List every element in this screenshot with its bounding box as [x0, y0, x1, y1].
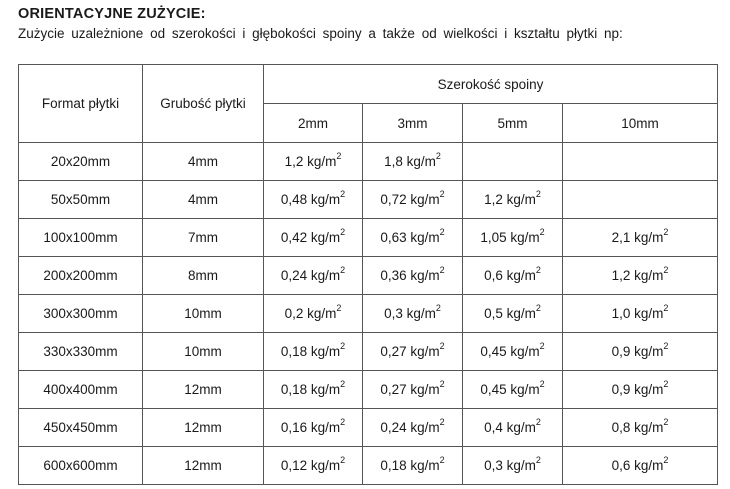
unit-exponent: 2 [340, 340, 346, 351]
cell-usage [264, 295, 363, 333]
table-row [19, 333, 718, 371]
usage-unit: kg/m [307, 154, 337, 169]
usage-value: 0,3 [384, 306, 403, 321]
unit-exponent: 2 [539, 378, 545, 389]
usage-value: 0,72 [380, 192, 407, 207]
usage-value: 0,5 [484, 306, 503, 321]
cell-usage [463, 257, 563, 295]
cell-thickness: 12mm [143, 447, 264, 485]
table-row [19, 371, 718, 409]
usage-unit: kg/m [634, 268, 664, 283]
cell-format: 600x600mm [19, 447, 143, 485]
table-row [19, 295, 718, 333]
usage-unit: kg/m [410, 458, 440, 473]
unit-exponent: 2 [663, 264, 669, 275]
header-joint-2mm: 2mm [264, 104, 363, 143]
header-joint-10mm: 10mm [563, 104, 718, 143]
cell-format: 330x330mm [19, 333, 143, 371]
usage-value: 0,63 [380, 230, 407, 245]
cell-usage [363, 295, 463, 333]
usage-unit: kg/m [310, 230, 341, 245]
usage-value: 0,16 [280, 420, 308, 435]
usage-value: 1,2 [611, 268, 631, 283]
cell-usage [264, 409, 363, 447]
usage-unit: kg/m [310, 458, 341, 473]
usage-unit: kg/m [310, 192, 341, 207]
usage-value: 1,2 [484, 192, 503, 207]
cell-format: 100x100mm [19, 219, 143, 257]
usage-unit: kg/m [410, 344, 440, 359]
intro-text: Zużycie uzależnione od szerokości i głębokości spoiny a także od wielkości i kształtu płytki np: [18, 26, 623, 41]
usage-value: 0,18 [280, 382, 308, 397]
usage-unit: kg/m [506, 306, 536, 321]
cell-thickness: 8mm [143, 257, 264, 295]
usage-unit: kg/m [510, 344, 540, 359]
unit-exponent: 2 [435, 302, 441, 313]
usage-value: 0,6 [484, 268, 503, 283]
cell-usage [463, 371, 563, 409]
usage-unit: kg/m [510, 382, 540, 397]
cell-usage [264, 181, 363, 219]
usage-value: 0,27 [380, 344, 407, 359]
usage-unit: kg/m [410, 382, 440, 397]
usage-unit: kg/m [506, 420, 536, 435]
table-row [19, 181, 718, 219]
cell-usage [363, 257, 463, 295]
unit-exponent: 2 [439, 378, 445, 389]
usage-unit: kg/m [510, 230, 540, 245]
unit-exponent: 2 [663, 226, 669, 237]
usage-unit: kg/m [634, 230, 664, 245]
usage-value: 0,45 [480, 344, 507, 359]
usage-value: 2,1 [611, 230, 631, 245]
header-row [19, 65, 718, 104]
usage-value: 0,42 [280, 230, 308, 245]
usage-value: 0,18 [280, 344, 308, 359]
usage-unit: kg/m [310, 382, 341, 397]
usage-value: 0,4 [484, 420, 503, 435]
unit-exponent: 2 [340, 454, 346, 465]
cell-usage [264, 447, 363, 485]
cell-usage [363, 447, 463, 485]
unit-exponent: 2 [535, 454, 541, 465]
cell-thickness: 10mm [143, 295, 264, 333]
unit-exponent: 2 [535, 416, 541, 427]
usage-value: 0,45 [480, 382, 507, 397]
usage-value: 0,27 [380, 382, 407, 397]
header-joint-width: Szerokość spoiny [264, 65, 718, 104]
usage-value: 0,3 [484, 458, 503, 473]
usage-unit: kg/m [410, 230, 440, 245]
cell-usage [264, 219, 363, 257]
unit-exponent: 2 [340, 378, 346, 389]
cell-usage [363, 409, 463, 447]
cell-usage [363, 333, 463, 371]
usage-unit: kg/m [634, 344, 664, 359]
usage-unit: kg/m [406, 154, 436, 169]
unit-exponent: 2 [340, 188, 346, 199]
cell-usage [463, 409, 563, 447]
usage-unit: kg/m [310, 420, 341, 435]
cell-usage [463, 219, 563, 257]
cell-usage [563, 409, 718, 447]
unit-exponent: 2 [340, 264, 346, 275]
usage-value: 0,9 [611, 382, 631, 397]
usage-value: 1,2 [284, 154, 304, 169]
cell-usage [563, 181, 718, 219]
usage-value: 1,8 [384, 154, 403, 169]
cell-usage [563, 371, 718, 409]
usage-unit: kg/m [310, 268, 341, 283]
usage-value: 0,36 [380, 268, 407, 283]
cell-thickness: 7mm [143, 219, 264, 257]
header-joint-3mm: 3mm [363, 104, 463, 143]
usage-unit: kg/m [307, 306, 337, 321]
cell-usage [563, 333, 718, 371]
cell-format: 50x50mm [19, 181, 143, 219]
cell-format: 200x200mm [19, 257, 143, 295]
cell-usage [363, 143, 463, 181]
header-joint-5mm: 5mm [463, 104, 563, 143]
usage-value: 0,6 [611, 458, 631, 473]
unit-exponent: 2 [663, 454, 669, 465]
table-row [19, 143, 718, 181]
table-row [19, 219, 718, 257]
cell-format: 300x300mm [19, 295, 143, 333]
table-row [19, 447, 718, 485]
usage-unit: kg/m [634, 458, 664, 473]
unit-exponent: 2 [535, 302, 541, 313]
usage-unit: kg/m [506, 192, 536, 207]
unit-exponent: 2 [663, 302, 669, 313]
unit-exponent: 2 [439, 188, 445, 199]
cell-usage [363, 181, 463, 219]
cell-thickness: 12mm [143, 371, 264, 409]
unit-exponent: 2 [535, 264, 541, 275]
usage-unit: kg/m [634, 420, 664, 435]
unit-exponent: 2 [663, 378, 669, 389]
table-row [19, 409, 718, 447]
usage-value: 0,8 [611, 420, 631, 435]
usage-value: 1,0 [611, 306, 631, 321]
unit-exponent: 2 [439, 226, 445, 237]
usage-unit: kg/m [506, 458, 536, 473]
cell-usage [264, 143, 363, 181]
unit-exponent: 2 [340, 226, 346, 237]
cell-usage [463, 181, 563, 219]
usage-value: 0,24 [280, 268, 308, 283]
cell-usage [463, 333, 563, 371]
unit-exponent: 2 [539, 340, 545, 351]
usage-table [18, 64, 718, 485]
cell-format: 400x400mm [19, 371, 143, 409]
cell-usage [563, 295, 718, 333]
usage-value: 0,12 [280, 458, 308, 473]
unit-exponent: 2 [439, 340, 445, 351]
cell-usage [264, 333, 363, 371]
cell-usage [363, 219, 463, 257]
cell-format: 20x20mm [19, 143, 143, 181]
cell-thickness: 12mm [143, 409, 264, 447]
usage-unit: kg/m [634, 382, 664, 397]
unit-exponent: 2 [439, 454, 445, 465]
header-thickness: Grubość płytki [143, 65, 264, 143]
usage-unit: kg/m [410, 192, 440, 207]
cell-thickness: 10mm [143, 333, 264, 371]
usage-value: 1,05 [480, 230, 507, 245]
cell-usage [264, 371, 363, 409]
cell-usage [563, 143, 718, 181]
unit-exponent: 2 [539, 226, 545, 237]
page-title: ORIENTACYJNE ZUŻYCIE: [18, 6, 206, 22]
unit-exponent: 2 [336, 150, 342, 161]
usage-value: 0,18 [380, 458, 407, 473]
cell-usage [563, 257, 718, 295]
unit-exponent: 2 [663, 416, 669, 427]
usage-unit: kg/m [410, 420, 440, 435]
cell-usage [363, 371, 463, 409]
cell-usage [463, 447, 563, 485]
cell-thickness: 4mm [143, 181, 264, 219]
unit-exponent: 2 [435, 150, 441, 161]
usage-value: 0,9 [611, 344, 631, 359]
header-format: Format płytki [19, 65, 143, 143]
unit-exponent: 2 [340, 416, 346, 427]
cell-format: 450x450mm [19, 409, 143, 447]
unit-exponent: 2 [439, 264, 445, 275]
cell-usage [563, 219, 718, 257]
unit-exponent: 2 [535, 188, 541, 199]
usage-unit: kg/m [406, 306, 436, 321]
cell-usage [463, 295, 563, 333]
usage-value: 0,24 [380, 420, 407, 435]
usage-unit: kg/m [310, 344, 341, 359]
unit-exponent: 2 [439, 416, 445, 427]
cell-usage [264, 257, 363, 295]
table-body [19, 143, 718, 485]
table-row [19, 257, 718, 295]
usage-value: 0,48 [280, 192, 308, 207]
cell-usage [463, 143, 563, 181]
unit-exponent: 2 [663, 340, 669, 351]
cell-thickness: 4mm [143, 143, 264, 181]
usage-value: 0,2 [284, 306, 304, 321]
unit-exponent: 2 [336, 302, 342, 313]
usage-unit: kg/m [506, 268, 536, 283]
cell-usage [563, 447, 718, 485]
usage-unit: kg/m [634, 306, 664, 321]
usage-unit: kg/m [410, 268, 440, 283]
